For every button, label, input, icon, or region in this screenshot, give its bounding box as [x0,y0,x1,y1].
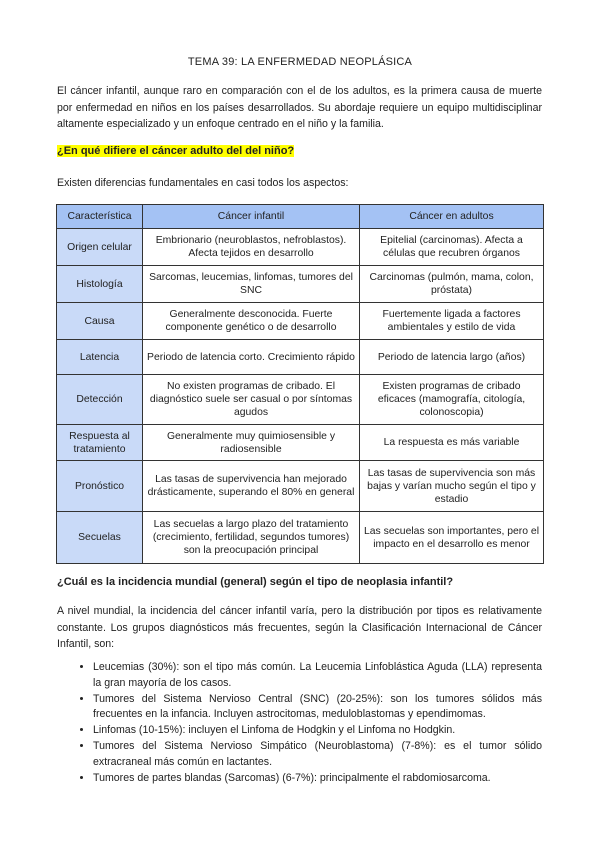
adult-cell: Las tasas de supervivencia son más bajas y varían mucho según el tipo y estadio [360,461,544,512]
adult-cell: Existen programas de cribado eficaces (mamografía, citología, colonoscopia) [360,375,544,425]
list-item: • Tumores del Sistema Nervioso Simpático (Neuroblastoma) (7-8%): es el tumor sólido extracraneal más común en lactantes. [93,739,542,771]
adult-cell: Periodo de latencia largo (años) [360,340,544,375]
adult-cell: Las secuelas son importantes, pero el impacto en el desarrollo es menor [360,512,544,564]
differences-intro: Existen diferencias fundamentales en casi todos los aspectos: [57,177,349,189]
child-cell: Generalmente muy quimiosensible y radiosensible [143,425,360,461]
table-row [57,461,544,512]
comparison-table [56,204,544,564]
child-cell: Generalmente desconocida. Fuerte componente genético o de desarrollo [143,303,360,340]
intro-paragraph: El cáncer infantil, aunque raro en comparación con el de los adultos, es la primera causa de muerte por enfermedad en niños en los países desarrollados. Su abordaje requiere un equipo multidisciplinar altamente especializado y un enfoque centrado en el niño y la familia. [57,85,542,130]
child-cell: Embrionario (neuroblastos, nefroblastos). Afecta tejidos en desarrollo [143,229,360,266]
header-adult-cancer: Cáncer en adultos [360,205,544,229]
page-title: TEMA 39: LA ENFERMEDAD NEOPLÁSICA [187,56,413,68]
list-item: • Linfomas (10-15%): incluyen el Linfoma de Hodgkin y el Linfoma no Hodgkin. [93,723,542,739]
list-item: • Tumores del Sistema Nervioso Central (SNC) (20-25%): son los tumores sólidos más frecuentes en la infancia. Incluyen astrocitomas, meduloblastomas y ependimomas. [93,692,542,724]
table-row [57,375,544,425]
row-label: Histología [57,266,143,303]
row-label: Causa [57,303,143,340]
child-cell: Las secuelas a largo plazo del tratamiento (crecimiento, fertilidad, segundos tumores) son la preocupación principal [143,512,360,564]
table-row [57,266,544,303]
row-label: Detección [57,375,143,425]
list-item: • Tumores de partes blandas (Sarcomas) (6-7%): principalmente el rabdomiosarcoma. [93,771,542,787]
header-characteristic: Característica [57,205,143,229]
child-cell: Las tasas de supervivencia han mejorado drásticamente, superando el 80% en general [143,461,360,512]
child-cell: Periodo de latencia corto. Crecimiento rápido [143,340,360,375]
adult-cell: Carcinomas (pulmón, mama, colon, próstata) [360,266,544,303]
incidence-intro: A nivel mundial, la incidencia del cáncer infantil varía, pero la distribución por tipos es relativamente constante. Los grupos diagnósticos más frecuentes, según la Clasificación Internacional de Cáncer Infantil, son: [57,605,542,650]
highlighted-question: ¿En qué difiere el cáncer adulto del del niño? [57,145,295,157]
section-heading-differences [57,145,294,157]
table-row [57,340,544,375]
row-label: Secuelas [57,512,143,564]
list-item: • Leucemias (30%): son el tipo más común. La Leucemia Linfoblástica Aguda (LLA) representa la gran mayoría de los casos. [93,660,542,692]
table-row [57,425,544,461]
section-heading-incidence: ¿Cuál es la incidencia mundial (general) según el tipo de neoplasia infantil? [57,576,454,588]
row-label: Latencia [57,340,143,375]
adult-cell: La respuesta es más variable [360,425,544,461]
table-row [57,303,544,340]
child-cell: No existen programas de cribado. El diagnóstico suele ser casual o por síntomas agudos [143,375,360,425]
adult-cell: Fuertemente ligada a factores ambientales y estilo de vida [360,303,544,340]
header-child-cancer: Cáncer infantil [143,205,360,229]
row-label: Respuesta al tratamiento [57,425,143,461]
table-row [57,512,544,564]
table-header-row [57,205,544,229]
table-row [57,229,544,266]
adult-cell: Epitelial (carcinomas). Afecta a células que recubren órganos [360,229,544,266]
row-label: Pronóstico [57,461,143,512]
row-label: Origen celular [57,229,143,266]
incidence-list [57,660,542,786]
child-cell: Sarcomas, leucemias, linfomas, tumores del SNC [143,266,360,303]
